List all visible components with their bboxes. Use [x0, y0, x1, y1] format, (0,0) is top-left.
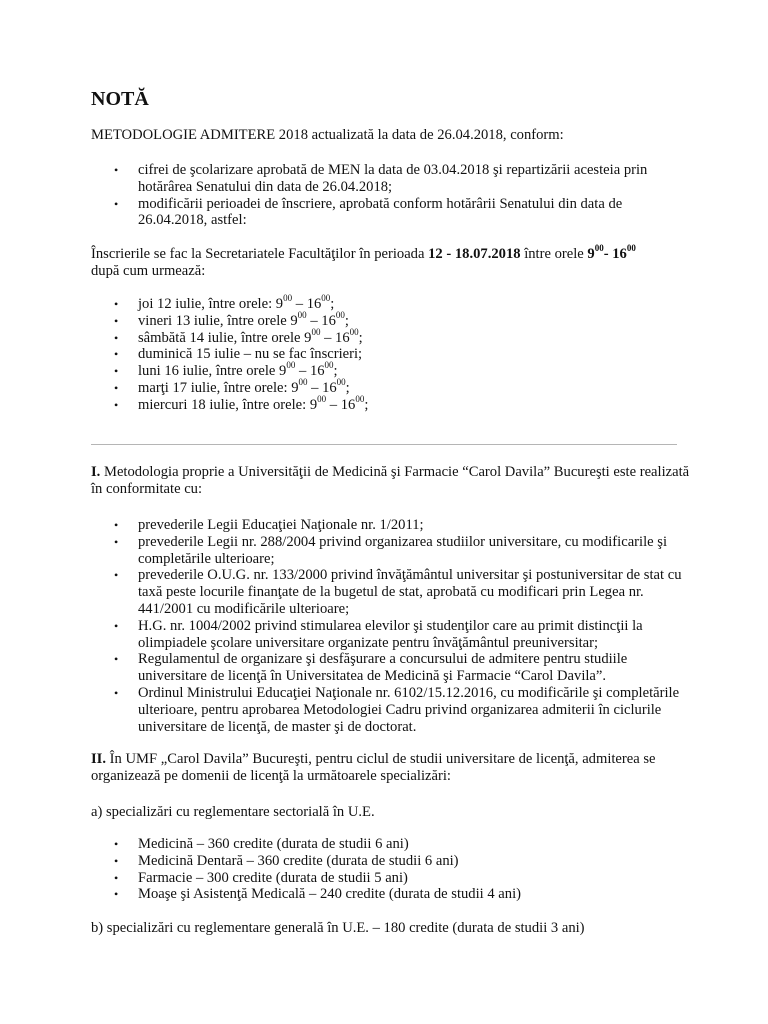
section1-list: [91, 517, 691, 735]
enroll-text: Înscrierile se fac la Secretariatele Facultăţilor în perioada: [91, 246, 429, 262]
enroll-paragraph: [91, 243, 691, 280]
section2-intro: [91, 751, 691, 785]
list-item: • prevederile Legii Educaţiei Naţionale nr. 1/2011;: [91, 517, 691, 534]
list-item: • cifrei de şcolarizare aprobată de MEN la data de 03.04.2018 şi repartizării acesteia prin hotărârea Senatului din data de 26.04.2018;: [91, 162, 691, 196]
section2-sub-a: a) specializări cu reglementare sectorială în U.E.: [91, 804, 375, 820]
section1-intro: [91, 464, 691, 498]
enroll-start-minutes: 00: [594, 243, 604, 254]
enroll-end-hour: 16: [612, 246, 627, 262]
list-item: • Moaşe şi Asistenţă Medicală – 240 credite (durata de studii 4 ani): [91, 886, 691, 903]
list-item: • Ordinul Ministrului Educaţiei Naţionale nr. 6102/15.12.2016, cu modificările şi completările ulterioare, pentru aprobarea Metodologiei Cadru privind organizarea admiterii în ciclurile universitare de licenţă, de master şi de doctorat.: [91, 685, 691, 735]
list-item: • prevederile O.U.G. nr. 133/2000 privind învăţământul universitar şi postuniversitar de stat cu taxă peste locurile finanţate de la bugetul de stat, aprobată cu modificari prin Legea nr. 441/2001 cu modificările ulterioare;: [91, 567, 691, 617]
list-item: • Farmacie – 300 credite (durata de studii 5 ani): [91, 870, 691, 887]
schedule-item: • sâmbătă 14 iulie, între orele $9^{00} - 16^{00}$;: [91, 330, 691, 347]
section-divider: [91, 444, 677, 445]
section1-numeral: I.: [91, 464, 101, 480]
enroll-line2: după cum urmează:: [91, 263, 206, 279]
list-item: • prevederile Legii nr. 288/2004 privind organizarea studiilor universitare, cu modificarile şi completările ulterioare;: [91, 534, 691, 568]
schedule-item: • duminică 15 iulie – nu se fac înscrieri;: [91, 346, 691, 363]
list-item: • H.G. nr. 1004/2002 privind stimularea elevilor şi studenţilor care au primit distincţii la olimpiadele şcolare universitare organizate pentru învăţământul preuniversitar;: [91, 618, 691, 652]
schedule-item: • joi 12 iulie, între orele: $9^{00} - 16^{00}$;: [91, 296, 691, 313]
schedule-item: • marţi 17 iulie, între orele: $9^{00} - 16^{00}$;: [91, 380, 691, 397]
section1-text: Metodologia proprie a Universităţii de Medicină şi Farmacie “Carol Davila” Bucureşti este realizată în conformitate cu:: [91, 464, 690, 497]
schedule-list: [91, 293, 691, 414]
enroll-period: 12 - 18.07.2018: [428, 246, 521, 262]
enroll-end-minutes: 00: [626, 243, 636, 254]
enroll-between: între orele: [520, 246, 588, 262]
list-item: • modificării perioadei de înscriere, aprobată conform hotărârii Senatului din data de 26.04.2018, astfel:: [91, 196, 691, 230]
schedule-item: • miercuri 18 iulie, între orele: $9^{00} - 16^{00}$;: [91, 397, 691, 414]
enroll-start-hour: 9: [587, 246, 595, 262]
list-item: • Regulamentul de organizare şi desfăşurare a concursului de admitere pentru studiile universitare de licenţă în Universitatea de Medicină şi Farmacie “Carol Davila”.: [91, 651, 691, 685]
schedule-item: • luni 16 iulie, între orele $9^{00} - 16^{00}$;: [91, 363, 691, 380]
intro-paragraph: METODOLOGIE ADMITERE 2018 actualizată la data de 26.04.2018, conform:: [91, 127, 564, 143]
list-item: • Medicină – 360 credite (durata de studii 6 ani): [91, 836, 691, 853]
section2-sub-b: b) specializări cu reglementare generală în U.E. – 180 credite (durata de studii 3 ani): [91, 920, 585, 936]
schedule-item: • vineri 13 iulie, între orele $9^{00} - 16^{00}$;: [91, 313, 691, 330]
section2-numeral: II.: [91, 751, 107, 767]
section2-text: În UMF „Carol Davila” Bucureşti, pentru ciclul de studii universitare de licenţă, admiterea se organizează pe domenii de licenţă la următoarele specializări:: [91, 751, 656, 784]
enroll-dash: -: [603, 246, 613, 262]
section2-list-a: [91, 836, 691, 903]
list-item: • Medicină Dentară – 360 credite (durata de studii 6 ani): [91, 853, 691, 870]
page-title: NOTĂ: [91, 88, 149, 110]
intro-list: [91, 162, 691, 229]
